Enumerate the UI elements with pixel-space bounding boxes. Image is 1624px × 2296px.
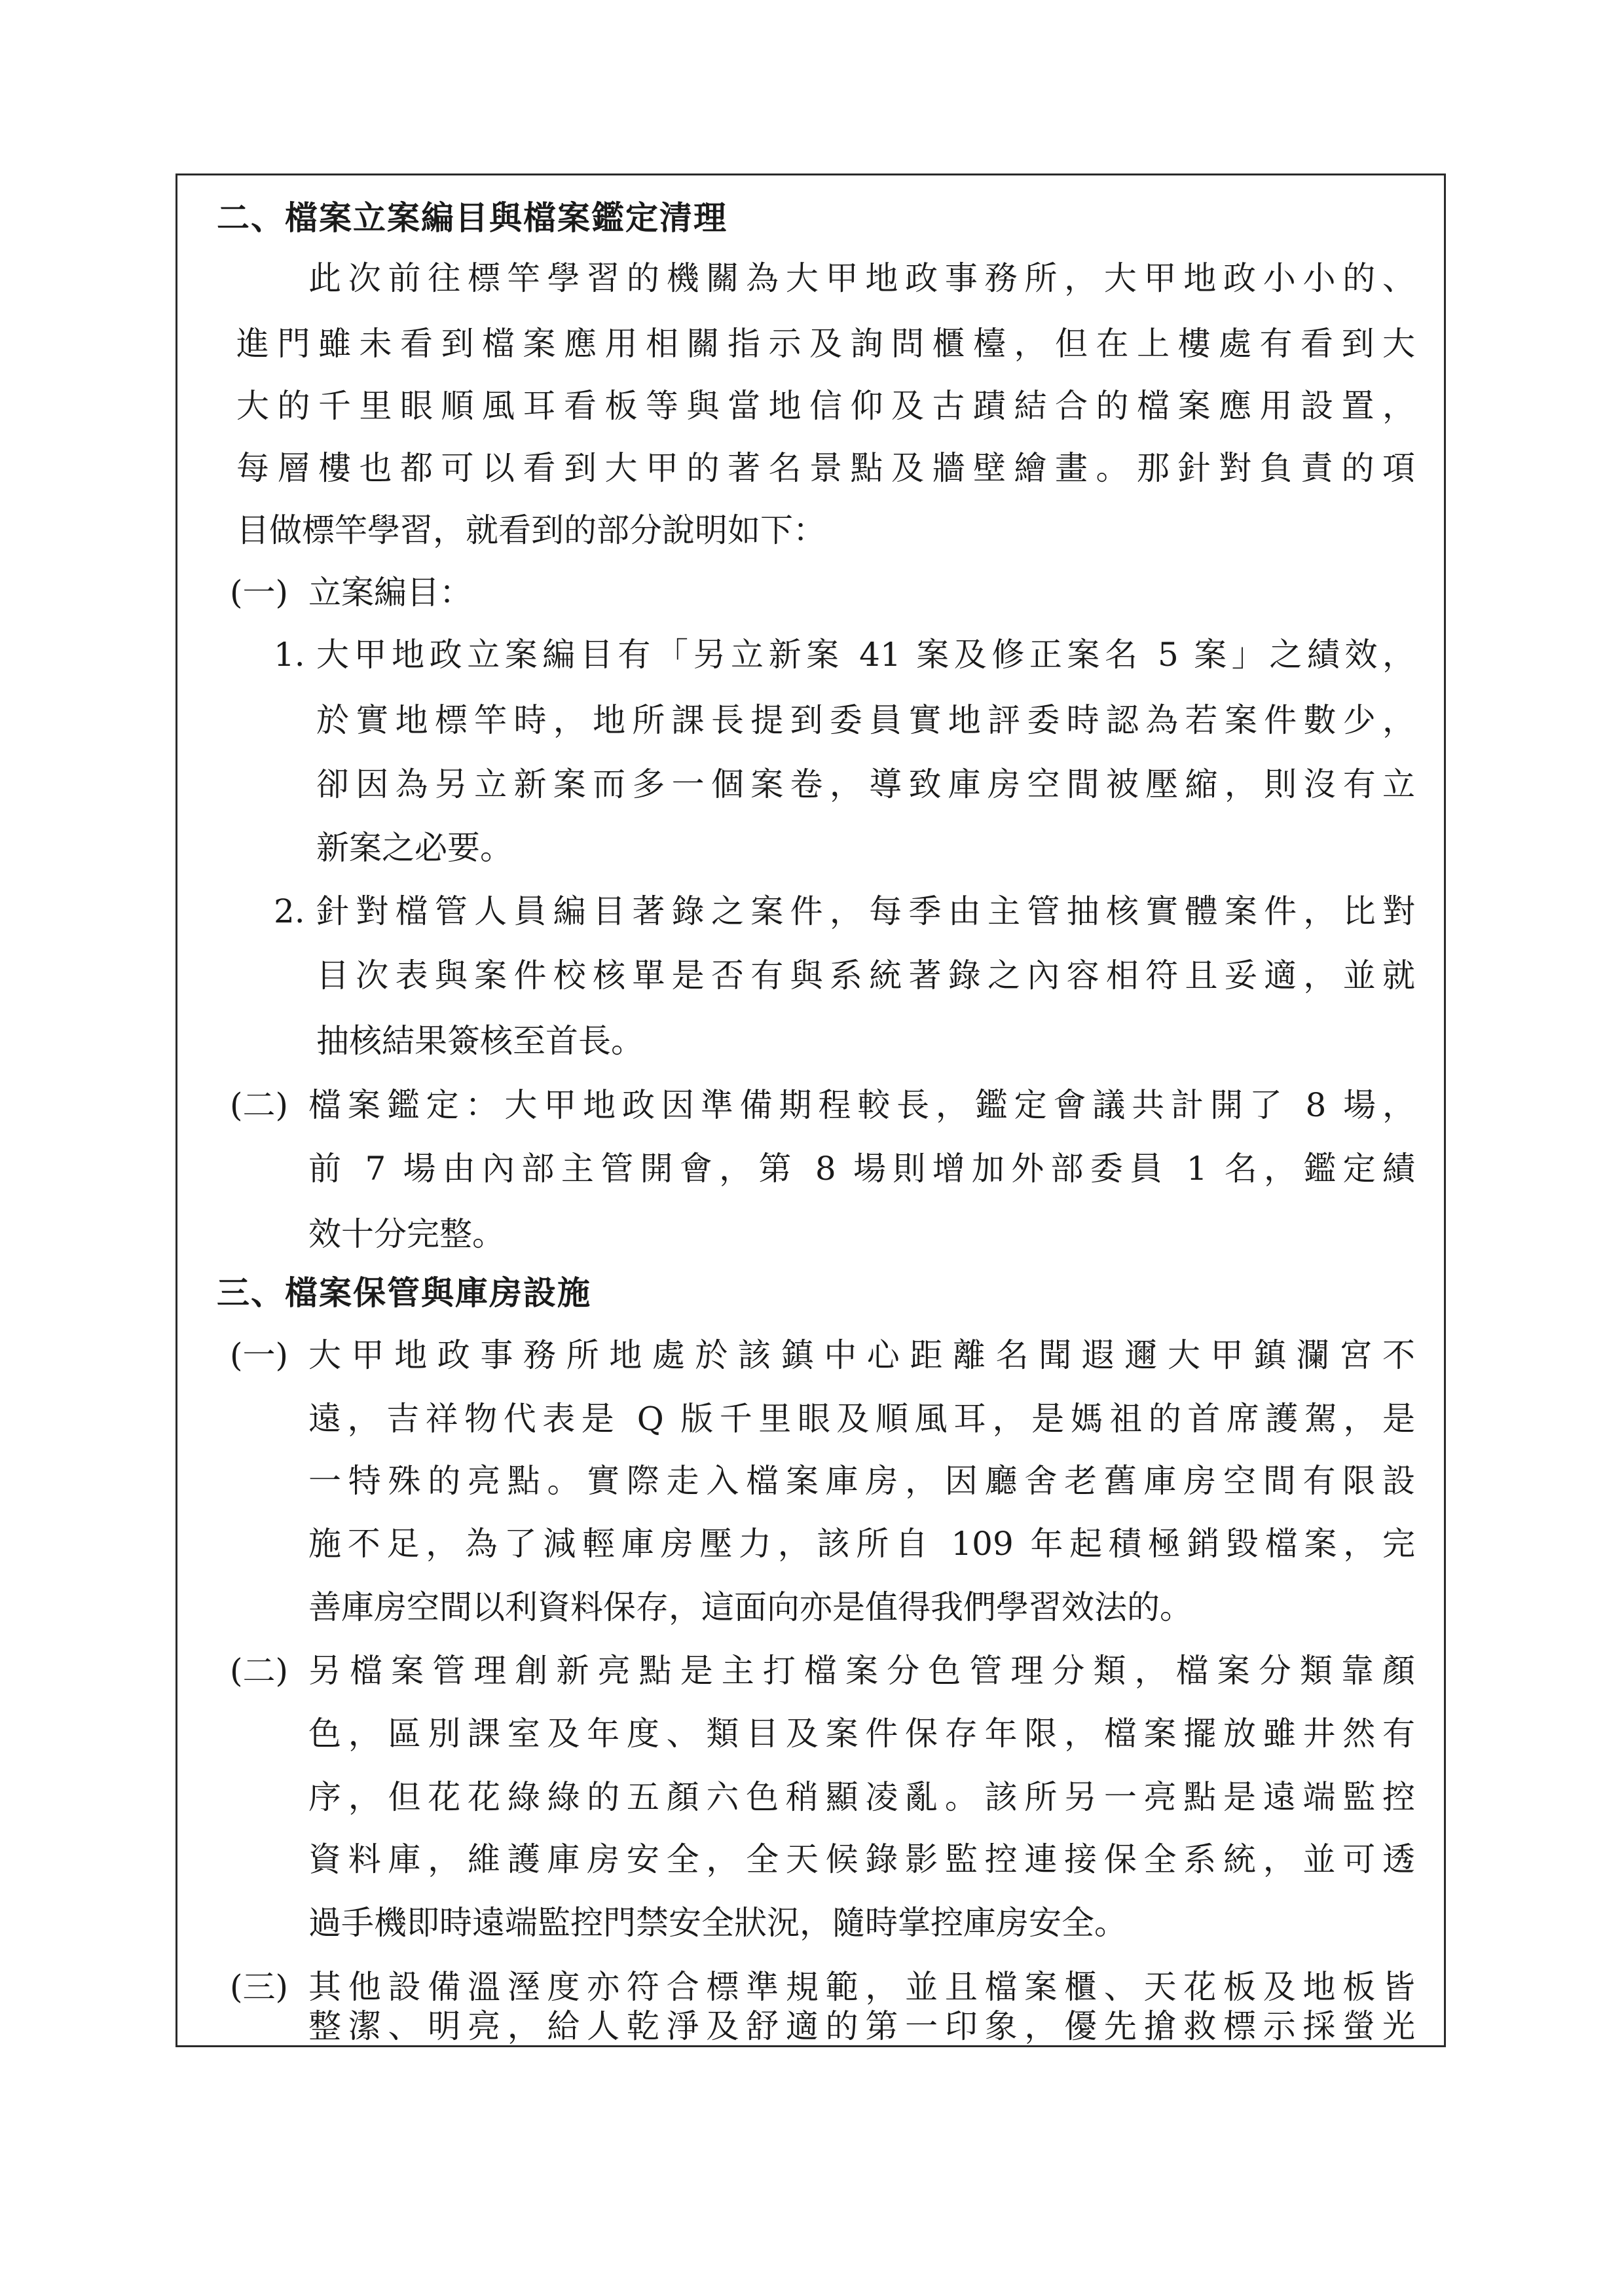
storage-1-line-2: 遠，吉祥物代表是 Q 版千里眼及順風耳，是媽祖的首席護駕，是 bbox=[308, 1400, 1415, 1438]
storage-1-line-3: 一特殊的亮點。實際走入檔案庫房，因廳舍老舊庫房空間有限設 bbox=[308, 1462, 1415, 1500]
item2-line-3: 抽核結果簽核至首長。 bbox=[316, 1022, 644, 1060]
appraisal-line-1: 檔案鑑定：大甲地政因準備期程較長，鑑定會議共計開了 8 場， bbox=[308, 1086, 1415, 1124]
storage-3-line-2: 整潔、明亮，給人乾淨及舒適的第一印象，優先搶救標示採螢光 bbox=[308, 2007, 1415, 2045]
subsection-marker: (二) bbox=[230, 1086, 289, 1124]
list-item-marker: 2. bbox=[274, 892, 305, 930]
item2-line-2: 目次表與案件校核單是否有與系統著錄之內容相符且妥適，並就 bbox=[316, 957, 1415, 994]
intro-line-4: 每層樓也都可以看到大甲的著名景點及牆壁繪畫。那針對負責的項 bbox=[236, 449, 1415, 487]
storage-2-line-2: 色，區別課室及年度、類目及案件保存年限，檔案擺放雖井然有 bbox=[308, 1715, 1415, 1753]
storage-1-line-5: 善庫房空間以利資料保存，這面向亦是值得我們學習效法的。 bbox=[308, 1588, 1192, 1626]
section-3-heading: 三、檔案保管與庫房設施 bbox=[217, 1273, 591, 1312]
appraisal-line-3: 效十分完整。 bbox=[308, 1215, 505, 1253]
storage-2-line-4: 資料庫，維護庫房安全，全天候錄影監控連接保全系統，並可透 bbox=[308, 1840, 1415, 1878]
subsection-marker: (三) bbox=[230, 1968, 289, 2006]
subsection-title-cataloging: 立案編目： bbox=[308, 574, 472, 611]
intro-line-5: 目做標竿學習，就看到的部分說明如下： bbox=[236, 511, 826, 549]
storage-2-line-1: 另檔案管理創新亮點是主打檔案分色管理分類，檔案分類靠顏 bbox=[308, 1652, 1415, 1690]
list-item-marker: 1. bbox=[274, 636, 305, 674]
intro-line-1: 此次前往標竿學習的機關為大甲地政事務所，大甲地政小小的、 bbox=[308, 259, 1415, 297]
document-frame bbox=[175, 173, 1446, 2047]
item1-line-4: 新案之必要。 bbox=[316, 829, 513, 867]
item1-line-2: 於實地標竿時，地所課長提到委員實地評委時認為若案件數少， bbox=[316, 701, 1415, 739]
subsection-marker: (一) bbox=[230, 1336, 289, 1374]
item1-line-3: 卻因為另立新案而多一個案卷，導致庫房空間被壓縮，則沒有立 bbox=[316, 765, 1415, 803]
subsection-marker: (二) bbox=[230, 1652, 289, 1690]
appraisal-line-2: 前 7 場由內部主管開會，第 8 場則增加外部委員 1 名，鑑定績 bbox=[308, 1150, 1415, 1188]
item1-line-1: 大甲地政立案編目有「另立新案 41 案及修正案名 5 案」之績效， bbox=[316, 636, 1415, 674]
storage-1-line-4: 施不足，為了減輕庫房壓力，該所自 109 年起積極銷毀檔案，完 bbox=[308, 1525, 1415, 1563]
storage-2-line-5: 過手機即時遠端監控門禁安全狀況，隨時掌控庫房安全。 bbox=[308, 1904, 1127, 1942]
subsection-marker: (一) bbox=[230, 574, 289, 611]
storage-3-line-1: 其他設備溫溼度亦符合標準規範，並且檔案櫃、天花板及地板皆 bbox=[308, 1968, 1415, 2006]
intro-line-3: 大的千里眼順風耳看板等與當地信仰及古蹟結合的檔案應用設置， bbox=[236, 387, 1415, 425]
item2-line-1: 針對檔管人員編目著錄之案件，每季由主管抽核實體案件，比對 bbox=[316, 892, 1415, 930]
storage-1-line-1: 大甲地政事務所地處於該鎮中心距離名聞遐邇大甲鎮瀾宮不 bbox=[308, 1336, 1415, 1374]
section-2-heading: 二、檔案立案編目與檔案鑑定清理 bbox=[217, 198, 728, 237]
storage-2-line-3: 序，但花花綠綠的五顏六色稍顯凌亂。該所另一亮點是遠端監控 bbox=[308, 1778, 1415, 1816]
intro-line-2: 進門雖未看到檔案應用相關指示及詢問櫃檯，但在上樓處有看到大 bbox=[236, 325, 1415, 363]
